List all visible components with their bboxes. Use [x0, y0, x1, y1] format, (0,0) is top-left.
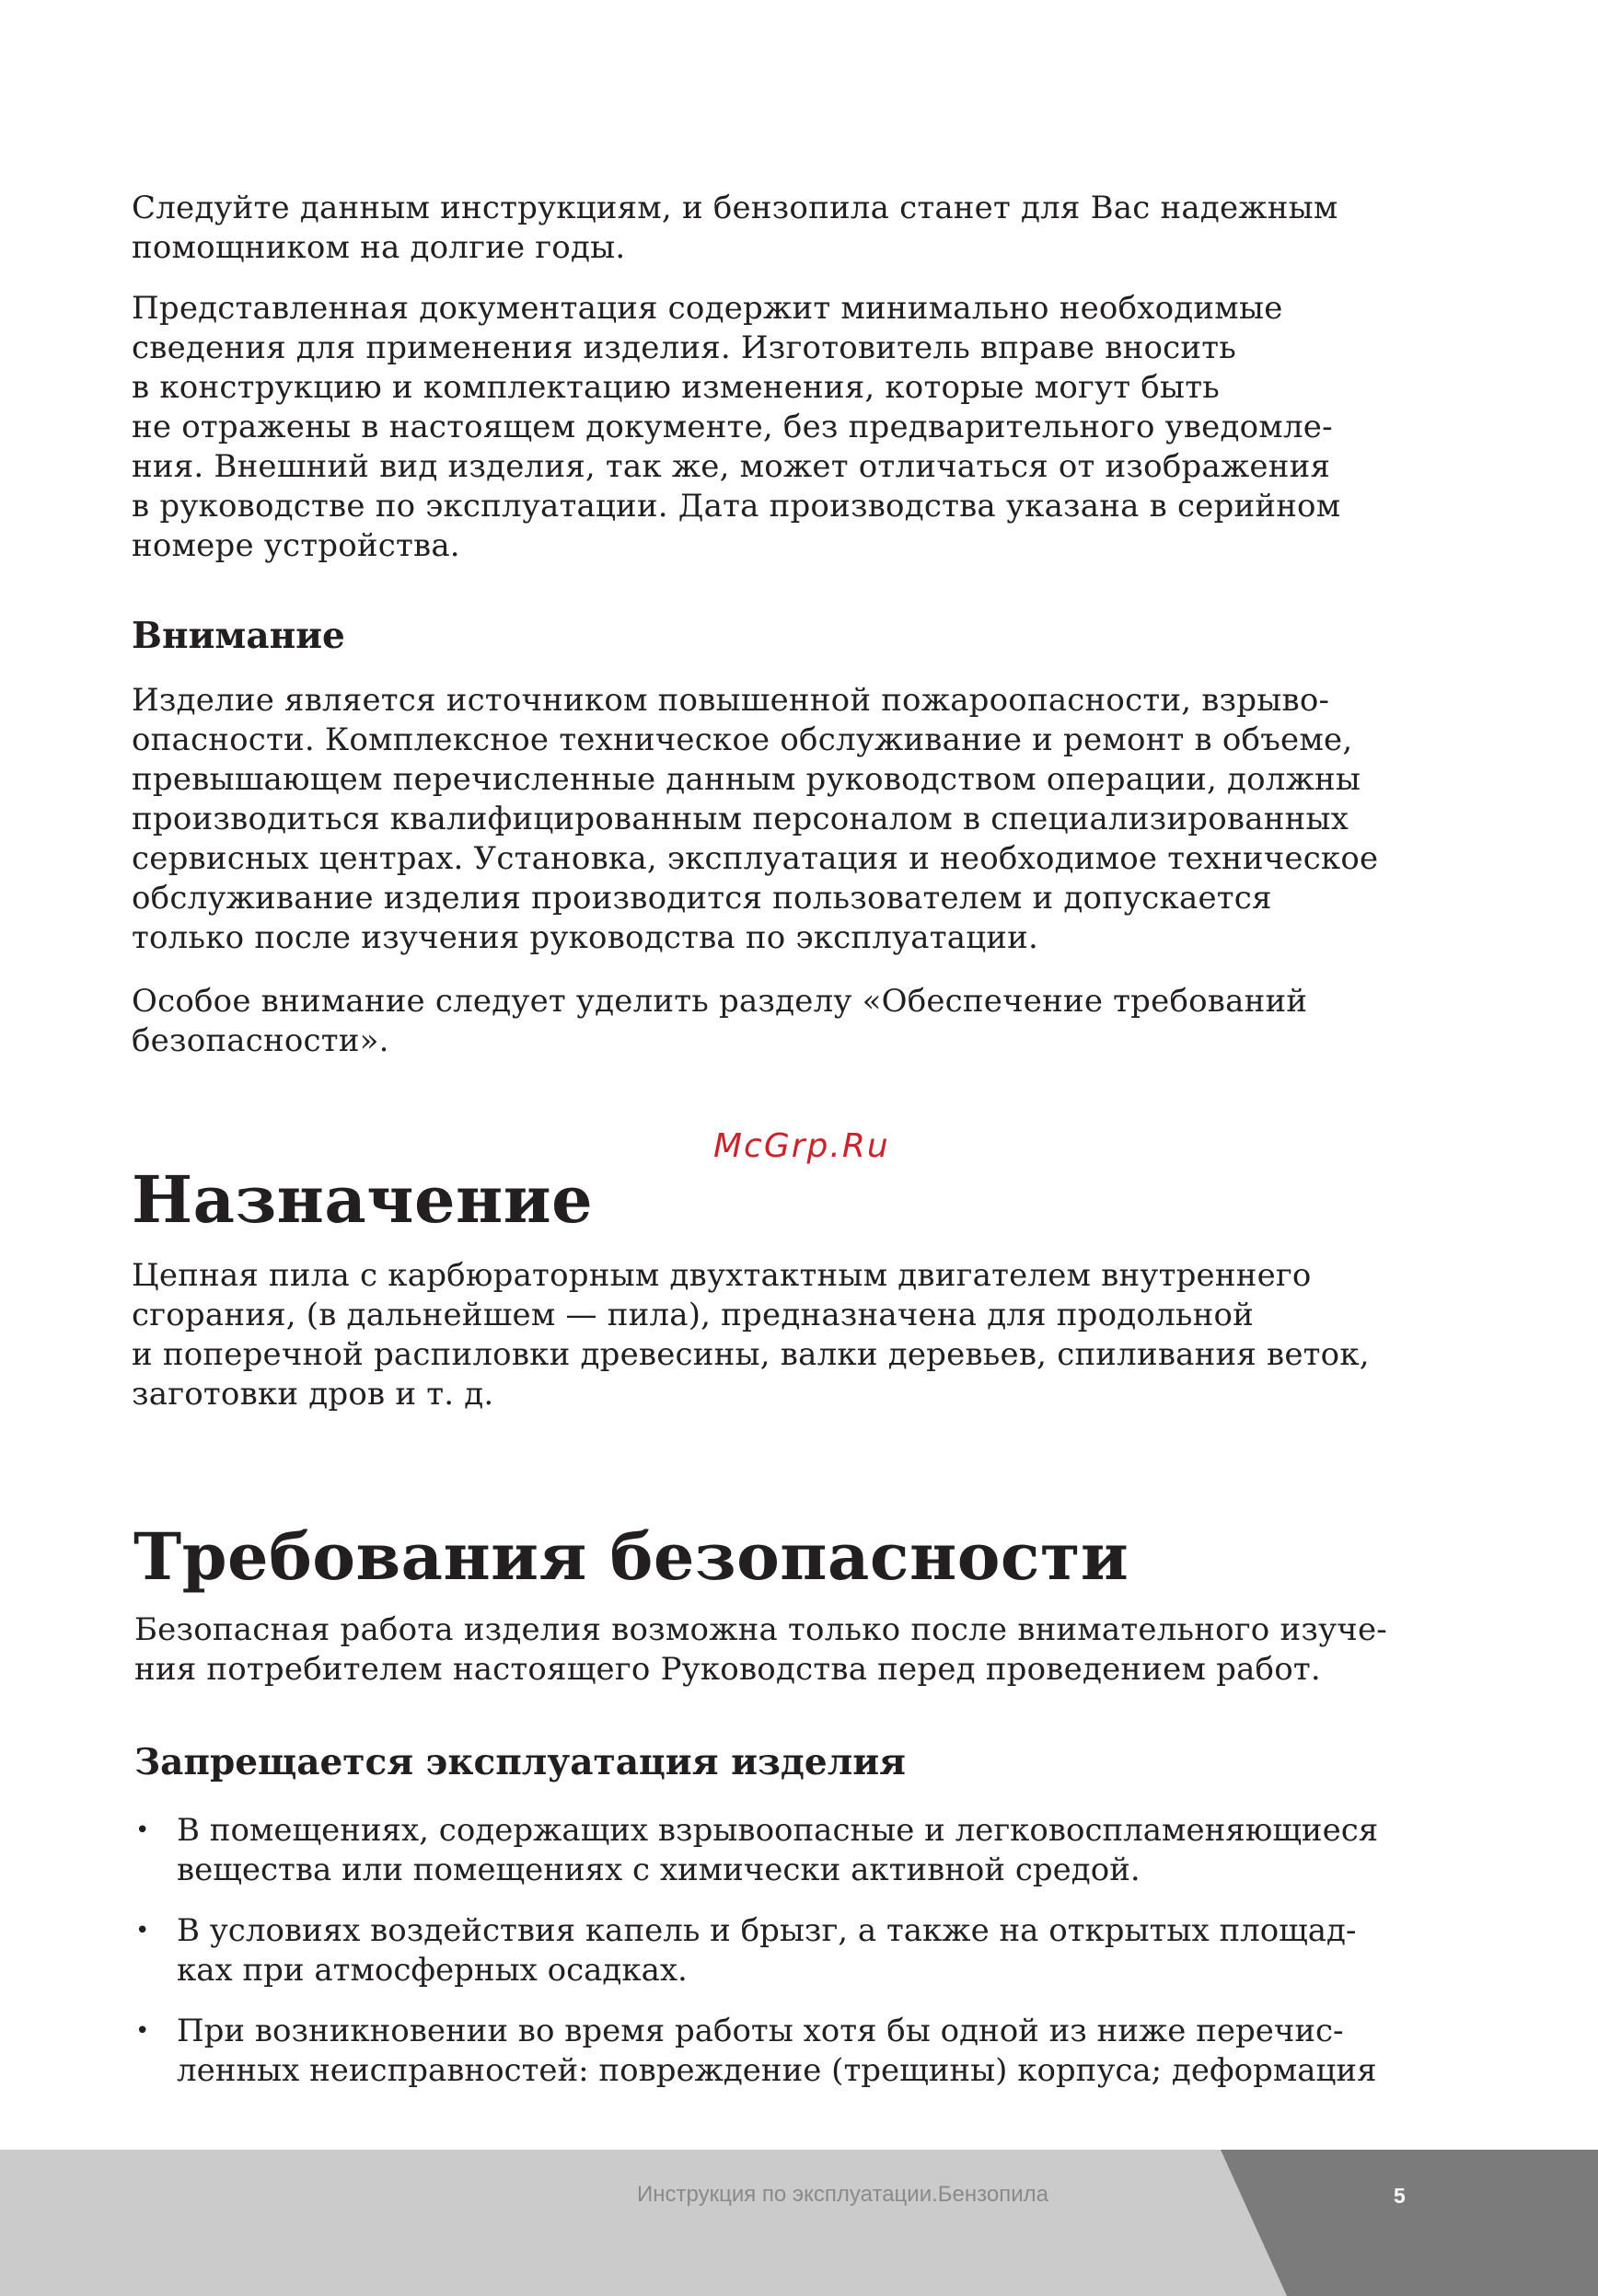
text-line: в конструкцию и комплектацию изменения, которые могут быть	[132, 369, 1220, 406]
text-line: номере устройства.	[132, 527, 460, 564]
text-line: заготовки дров и т. д.	[132, 1376, 494, 1413]
text-line: обслуживание изделия производится пользователем и допускается	[132, 880, 1272, 917]
attention-paragraph-1	[132, 681, 1439, 958]
text-line: сервисных центрах. Установка, эксплуатация и необходимое техническое	[132, 840, 1379, 877]
text-line: ния потребителем настоящего Руководства перед проведением работ.	[134, 1651, 1321, 1688]
bullet-icon: •	[135, 1917, 150, 1944]
text-line: в руководстве по эксплуатации. Дата производства указана в серийном	[132, 488, 1341, 525]
text-line: производиться квалифицированным персоналом в специализированных	[132, 801, 1349, 837]
text-line: превышающем перечисленные данным руководством операции, должны	[132, 761, 1361, 798]
text-line: опасности. Комплексное техническое обслуживание и ремонт в объеме,	[132, 721, 1353, 758]
list-item-text	[177, 1911, 1356, 1990]
intro-paragraph-1	[132, 189, 1439, 268]
purpose-heading: Назначение	[132, 1161, 594, 1238]
text-line: Особое внимание следует уделить разделу «Обеспечение требований	[132, 983, 1308, 1020]
page-number: 5	[1394, 2184, 1406, 2208]
watermark-link[interactable]: McGrp.Ru	[713, 1127, 890, 1165]
text-line: В условиях воздействия капель и брызг, а также на открытых площад-	[177, 1912, 1357, 1949]
safety-heading: Требования безопасности	[133, 1518, 1129, 1595]
text-line: В помещениях, содержащих взрывоопасные и легковоспламеняющиеся	[177, 1812, 1379, 1849]
text-line: безопасности».	[132, 1022, 389, 1059]
list-item-text	[177, 2012, 1377, 2091]
attention-heading: Внимание	[132, 615, 345, 657]
text-line: Представленная документация содержит минимально необходимые	[132, 290, 1283, 327]
text-line: ленных неисправностей: повреждение (трещины) корпуса; деформация	[177, 2052, 1377, 2089]
text-line: ках при атмосферных осадках.	[177, 1952, 688, 1989]
purpose-paragraph	[132, 1256, 1439, 1414]
text-line: и поперечной распиловки древесины, валки деревьев, спиливания веток,	[132, 1336, 1370, 1373]
text-line: Цепная пила с карбюраторным двухтактным двигателем внутреннего	[132, 1257, 1312, 1294]
footer-document-title: Инструкция по эксплуатации.Бензопила	[637, 2182, 1048, 2207]
safety-paragraph	[134, 1610, 1442, 1690]
bullet-icon: •	[135, 1817, 150, 1844]
footer-dark-band	[0, 2150, 1598, 2296]
text-line: помощником на долгие годы.	[132, 229, 626, 266]
text-line: вещества или помещениях с химически активной средой.	[177, 1852, 1141, 1888]
prohibited-use-heading: Запрещается эксплуатация изделия	[134, 1741, 906, 1783]
intro-paragraph-2	[132, 289, 1439, 566]
text-line: только после изучения руководства по эксплуатации.	[132, 919, 1038, 956]
text-line: При возникновении во время работы хотя бы одной из ниже перечис-	[177, 2013, 1344, 2049]
footer-dark-shape	[1221, 2150, 1598, 2296]
page-footer	[0, 2150, 1598, 2296]
text-line: Следуйте данным инструкциям, и бензопила станет для Вас надежным	[132, 190, 1338, 226]
text-line: сведения для применения изделия. Изготовитель вправе вносить	[132, 329, 1236, 366]
attention-paragraph-2	[132, 982, 1439, 1061]
text-line: Безопасная работа изделия возможна только после внимательного изуче-	[134, 1611, 1387, 1648]
text-line: Изделие является источником повышенной пожароопасности, взрыво-	[132, 682, 1330, 719]
text-line: не отражены в настоящем документе, без предварительного уведомле-	[132, 409, 1333, 445]
bullet-icon: •	[135, 2017, 150, 2045]
list-item-text	[177, 1811, 1378, 1890]
text-line: сгорания, (в дальнейшем — пила), предназначена для продольной	[132, 1297, 1255, 1333]
text-line: ния. Внешний вид изделия, так же, может отличаться от изображения	[132, 448, 1331, 485]
